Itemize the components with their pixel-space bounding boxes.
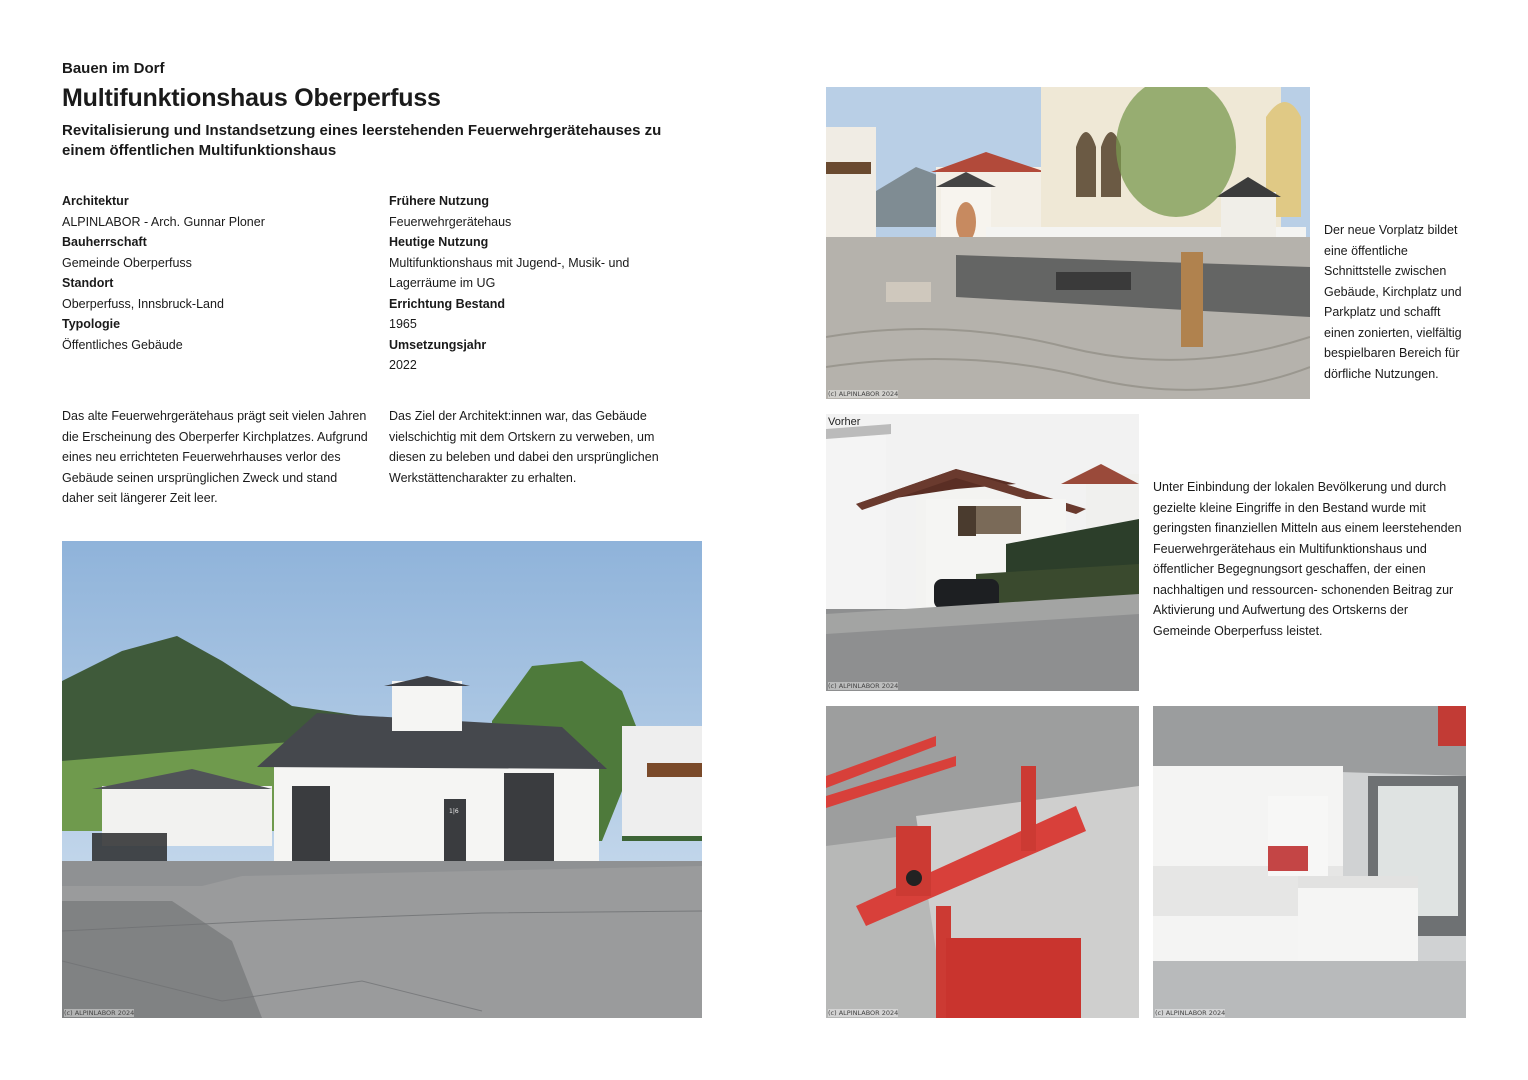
photo-credit: (c) ALPINLABOR 2024 bbox=[64, 1009, 135, 1017]
intro-paragraph: Das alte Feuerwehrgerätehaus prägt seit vielen Jahren die Erscheinung des Oberperfer Kirchplatzes. Aufgrund eines neu errichteten Feuerwehrhauses verlor des Gebäude seinen ursprünglichen Zweck und stand daher seit längerer Zeit leer. bbox=[62, 409, 368, 505]
fact-value: 1965 bbox=[389, 317, 417, 331]
interior-red-photo bbox=[826, 706, 1139, 1018]
before-label: Vorher bbox=[828, 416, 861, 428]
plaza-photo bbox=[826, 87, 1310, 399]
fact-label: Errichtung Bestand bbox=[389, 296, 505, 311]
fact-value: Gemeinde Oberperfuss bbox=[62, 255, 192, 270]
photo-credit: (c) ALPINLABOR 2024 bbox=[828, 390, 899, 398]
interior-kitchen-photo bbox=[1153, 706, 1466, 1018]
door-sign: 1|6 bbox=[449, 808, 459, 815]
goal-paragraph: Das Ziel der Architekt:innen war, das Gebäude vielschichtig mit dem Ortskern zu verweben, um diesen zu beleben und dabei den ursprünglichen Werkstättencharakter zu erhalten. bbox=[389, 409, 659, 485]
fact-value: Oberperfuss, Innsbruck-Land bbox=[62, 296, 224, 311]
kicker: Bauen im Dorf bbox=[62, 60, 165, 77]
fact-label: Standort bbox=[62, 276, 114, 290]
fact-value: Multifunktionshaus mit Jugend-, Musik- und Lagerräume im UG bbox=[389, 255, 630, 290]
fact-label: Architektur bbox=[62, 194, 129, 208]
photo-credit: (c) ALPINLABOR 2024 bbox=[1155, 1009, 1226, 1017]
fact-value: Feuerwehrgerätehaus bbox=[389, 214, 512, 229]
photo-credit: (c) ALPINLABOR 2024 bbox=[828, 682, 899, 690]
fact-label: Typologie bbox=[62, 317, 121, 331]
facts-left bbox=[62, 191, 362, 355]
fact-label: Heutige Nutzung bbox=[389, 235, 489, 249]
fact-value: 2022 bbox=[389, 358, 417, 372]
fact-value: ALPINLABOR - Arch. Gunnar Ploner bbox=[62, 214, 265, 229]
fact-label: Bauherrschaft bbox=[62, 235, 147, 249]
fact-label: Umsetzungsjahr bbox=[389, 337, 487, 352]
caption-vorplatz: Der neue Vorplatz bildet eine öffentliche Schnittstelle zwischen Gebäude, Kirchplatz und Parkplatz und schafft einen zonierten, vielfältig bespielbaren Bereich für dörfliche Nutzungen. bbox=[1324, 223, 1462, 381]
page-subtitle: Revitalisierung und Instandsetzung eines leerstehenden Feuerwehrgerätehauses zu einem öffentlichen Multifunktionshaus bbox=[62, 122, 662, 159]
before-photo bbox=[826, 414, 1139, 691]
photo-credit: (c) ALPINLABOR 2024 bbox=[828, 1009, 899, 1017]
fact-value: Öffentliches Gebäude bbox=[62, 337, 183, 352]
page-title: Multifunktionshaus Oberperfuss bbox=[62, 84, 441, 112]
main-exterior-photo bbox=[62, 541, 702, 1018]
facts-right bbox=[389, 191, 679, 376]
fact-label: Frühere Nutzung bbox=[389, 194, 489, 208]
caption-einbindung: Unter Einbindung der lokalen Bevölkerung und durch gezielte kleine Eingriffe in den Bestand wurde mit geringsten finanziellen Mitteln aus einem leerstehenden Feuerwehrgerätehaus ein Multifunktionshaus und öffentlicher Begegnungsort geschaffen, der einen nachhaltigen und ressourcen- schonenden Beitrag zur Aktivierung und Aufwertung des Ortskerns der Gemeinde Oberperfuss leistet. bbox=[1153, 480, 1462, 638]
